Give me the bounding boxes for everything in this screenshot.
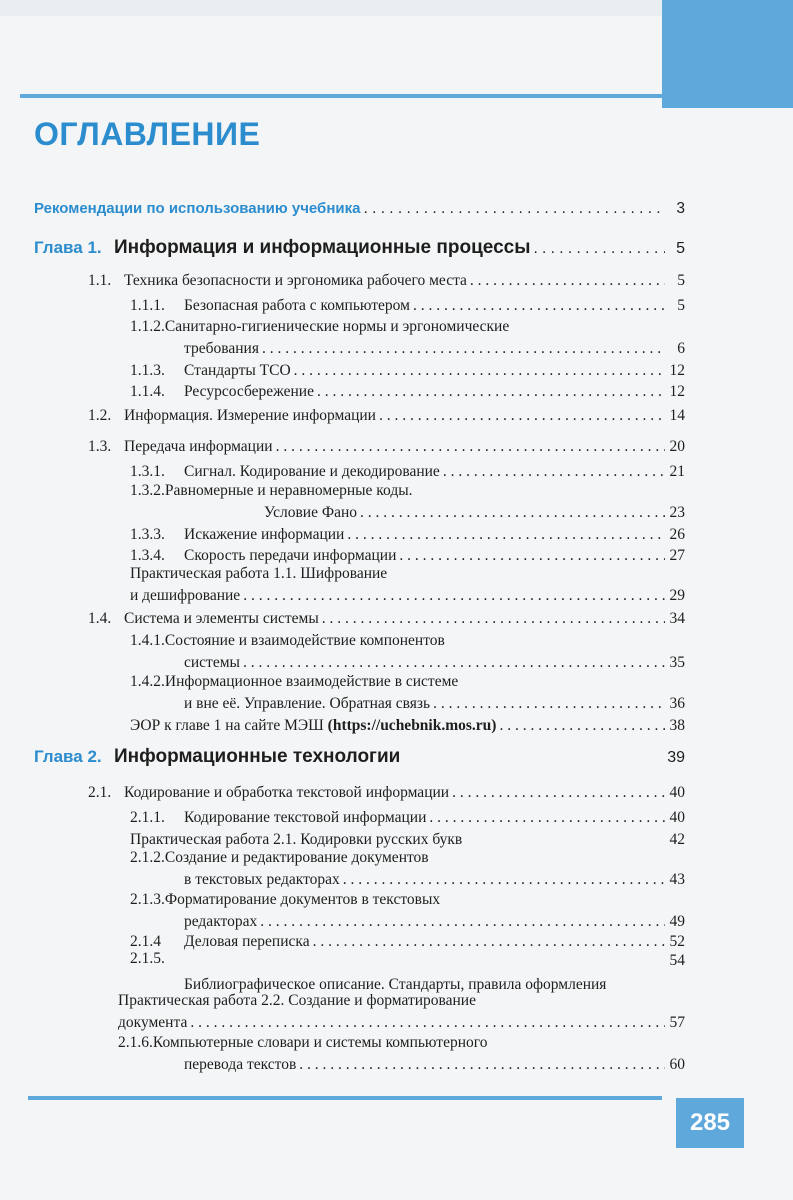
dot-leader	[340, 869, 665, 891]
entry-title: Скорость передачи информации	[184, 547, 397, 564]
entry-page: 40	[669, 809, 685, 826]
entry-number: 1.3.4.	[130, 547, 165, 564]
toc-entry-2-1-6[interactable]	[184, 1052, 685, 1076]
entry-page: 42	[669, 831, 685, 848]
footer-rule	[28, 1096, 662, 1100]
entry-number: 1.1.3.	[130, 362, 165, 379]
entry-number: 1.1.4.	[130, 383, 165, 400]
toc-entry-2-1[interactable]	[88, 780, 685, 804]
entry-number: 1.3.3.	[130, 526, 165, 543]
dot-leader	[273, 436, 665, 458]
entry-title-part: Практическая работа 1.1. Шифрование	[130, 565, 388, 582]
entry-page: 14	[669, 407, 685, 424]
entry-number: 1.3.	[88, 438, 112, 455]
entry-title: в текстовых редакторах	[184, 871, 340, 888]
entry-page: 49	[669, 913, 685, 930]
entry-page: 60	[669, 1056, 685, 1073]
entry-number: 1.1.1.	[130, 297, 165, 314]
dot-leader	[240, 585, 665, 607]
entry-number: 2.1.2.	[130, 849, 165, 866]
toc-entry-1-1-2[interactable]	[184, 336, 685, 360]
entry-page: 39	[667, 749, 685, 766]
entry-number: 2.1.1.	[130, 809, 165, 826]
toc-entry-2-1-5[interactable]	[130, 948, 685, 996]
toc-practical-1-1[interactable]	[130, 583, 685, 607]
dot-leader	[376, 405, 665, 427]
entry-title: Техника безопасности и эргономика рабочего места	[124, 272, 467, 289]
chapter-title: Информация и информационные процессы	[114, 237, 531, 258]
toc-entry-1-1-1[interactable]	[130, 293, 685, 317]
entry-title: Практическая работа 2.1. Кодировки русских букв	[130, 831, 463, 848]
entry-title: Искажение информации	[184, 526, 345, 543]
entry-number: 1.4.1.	[130, 632, 165, 649]
entry-number: 2.1.3.	[130, 891, 165, 908]
chapter-label: Глава 2.	[34, 747, 102, 766]
dot-leader	[410, 295, 665, 317]
entry-title-part: Форматирование документов в текстовых	[164, 891, 441, 908]
entry-title: Информация. Измерение информации	[124, 407, 376, 424]
entry-url: (https://uchebnik.mos.ru)	[327, 717, 497, 734]
entry-title: Рекомендации по использованию учебника	[34, 200, 361, 217]
toc-entry-1-4[interactable]	[88, 606, 685, 630]
entry-number: 1.2.	[88, 407, 112, 424]
entry-page: 21	[669, 463, 685, 480]
entry-number: 2.1.6.	[118, 1034, 153, 1051]
entry-number: 1.1.	[88, 272, 112, 289]
entry-title: Библиографическое описание. Стандарты, правила оформления	[184, 976, 607, 993]
toc-entry-eor-chapter-1[interactable]	[130, 713, 685, 737]
entry-number: 2.1.4	[130, 933, 161, 950]
toc-entry-1-1-4[interactable]	[130, 379, 685, 403]
entry-page: 5	[676, 240, 685, 257]
entry-title: Ресурсосбережение	[184, 383, 314, 400]
dot-leader	[467, 270, 665, 292]
entry-title: и вне её. Управление. Обратная связь	[184, 695, 431, 712]
entry-title-part: Практическая работа 2.2. Создание и форматирование	[118, 992, 476, 1009]
entry-number: 1.3.2.	[130, 482, 165, 499]
entry-number: 1.1.2.	[130, 318, 165, 335]
entry-title: Стандарты ТСО	[184, 362, 291, 379]
entry-title: требования	[184, 340, 259, 357]
entry-title: документа	[118, 1014, 188, 1031]
entry-title: Кодирование и обработка текстовой информации	[124, 784, 450, 801]
entry-title: Безопасная работа с компьютером	[184, 297, 410, 314]
header-rule	[20, 94, 662, 98]
entry-page: 40	[669, 784, 685, 801]
entry-page: 23	[669, 504, 685, 521]
chapter-label: Глава 1.	[34, 238, 102, 257]
entry-number: 1.4.2.	[130, 673, 165, 690]
toc-entry-1-4-2[interactable]	[184, 691, 685, 715]
entry-page: 36	[669, 695, 685, 712]
toc-entry-1-3[interactable]	[88, 434, 685, 458]
toc-entry-2-1-3-first-line	[130, 889, 440, 911]
toc-entry-1-4-2-first-line	[130, 671, 458, 693]
entry-page: 43	[669, 871, 685, 888]
entry-page: 27	[669, 547, 685, 564]
entry-title: Передача информации	[124, 438, 273, 455]
entry-number: 2.1.5.	[130, 950, 165, 967]
dot-leader	[187, 1012, 665, 1034]
dot-leader	[530, 238, 665, 260]
toc-entry-2-1-6-first-line	[118, 1032, 487, 1054]
toc-entry-2-1-1[interactable]	[130, 805, 685, 829]
dot-leader	[496, 715, 665, 737]
entry-title: Система и элементы системы	[124, 610, 319, 627]
entry-page: 38	[669, 717, 685, 734]
corner-tab	[662, 0, 793, 108]
chapter-title: Информационные технологии	[114, 746, 401, 767]
entry-page: 26	[669, 526, 685, 543]
entry-title: Сигнал. Кодирование и декодирование	[184, 463, 440, 480]
entry-page: 3	[676, 200, 685, 217]
entry-title-part: Санитарно-гигиенические нормы и эргономические	[164, 318, 510, 335]
toc-entry-1-1-2-first-line	[130, 316, 509, 338]
entry-page: 20	[669, 438, 685, 455]
entry-title: Кодирование текстовой информации	[184, 809, 427, 826]
dot-leader	[319, 608, 665, 630]
entry-title: Деловая переписка	[184, 933, 310, 950]
dot-leader	[426, 807, 665, 829]
entry-title-part: Информационное взаимодействие в системе	[164, 673, 459, 690]
entry-title-part: Компьютерные словари и системы компьютерного	[152, 1034, 488, 1051]
entry-page: 12	[669, 383, 685, 400]
toc-chapter-2[interactable]	[34, 743, 685, 769]
entry-page: 29	[669, 587, 685, 604]
entry-title: и дешифрование	[130, 587, 241, 604]
dot-leader	[259, 338, 665, 360]
dot-leader	[357, 502, 665, 524]
entry-page: 52	[669, 933, 685, 950]
dot-leader	[360, 198, 665, 220]
toc-entry-recommendations[interactable]	[34, 196, 685, 220]
entry-page: 35	[669, 654, 685, 671]
dot-leader	[449, 782, 665, 804]
dot-leader	[440, 461, 665, 483]
dot-leader	[296, 1054, 665, 1076]
toc-entry-1-4-1-first-line	[130, 630, 445, 652]
entry-title-part: Состояние и взаимодействие компонентов	[164, 632, 445, 649]
entry-title: перевода текстов	[184, 1056, 297, 1073]
entry-title-part: Равномерные и неравномерные коды.	[164, 482, 413, 499]
entry-title: ЭОР к главе 1 на сайте МЭШ	[130, 717, 324, 734]
entry-title: системы	[184, 654, 240, 671]
entry-title-part: Создание и редактирование документов	[164, 849, 429, 866]
entry-page: 57	[669, 1014, 685, 1031]
entry-page: 12	[669, 362, 685, 379]
entry-title: редакторах	[184, 913, 258, 930]
entry-page: 34	[669, 610, 685, 627]
entry-page: 5	[677, 297, 685, 314]
dot-leader	[430, 693, 665, 715]
page-number: 285	[676, 1098, 744, 1148]
entry-number: 2.1.	[88, 784, 112, 801]
page-title: ОГЛАВЛЕНИЕ	[34, 116, 261, 152]
entry-page: 54	[669, 952, 685, 969]
entry-page: 5	[677, 272, 685, 289]
dot-leader	[314, 381, 665, 403]
entry-title: Условие Фано	[264, 504, 358, 521]
toc-entry-1-1[interactable]	[88, 268, 685, 292]
toc-entry-1-3-2-first-line	[130, 480, 413, 502]
entry-page: 6	[677, 340, 685, 357]
dot-leader	[396, 545, 665, 567]
toc-practical-1-1-first-line	[130, 563, 387, 585]
entry-number: 1.4.	[88, 610, 112, 627]
toc-chapter-1[interactable]	[34, 234, 685, 260]
toc-entry-1-2[interactable]	[88, 403, 685, 427]
toc-entry-2-1-2[interactable]	[184, 867, 685, 891]
entry-number: 1.3.1.	[130, 463, 165, 480]
toc-entry-2-1-2-first-line	[130, 847, 429, 869]
toc-practical-2-2-first-line	[118, 990, 476, 1012]
toc-practical-2-2[interactable]	[118, 1010, 685, 1034]
toc-entry-1-3-2[interactable]	[184, 500, 685, 524]
